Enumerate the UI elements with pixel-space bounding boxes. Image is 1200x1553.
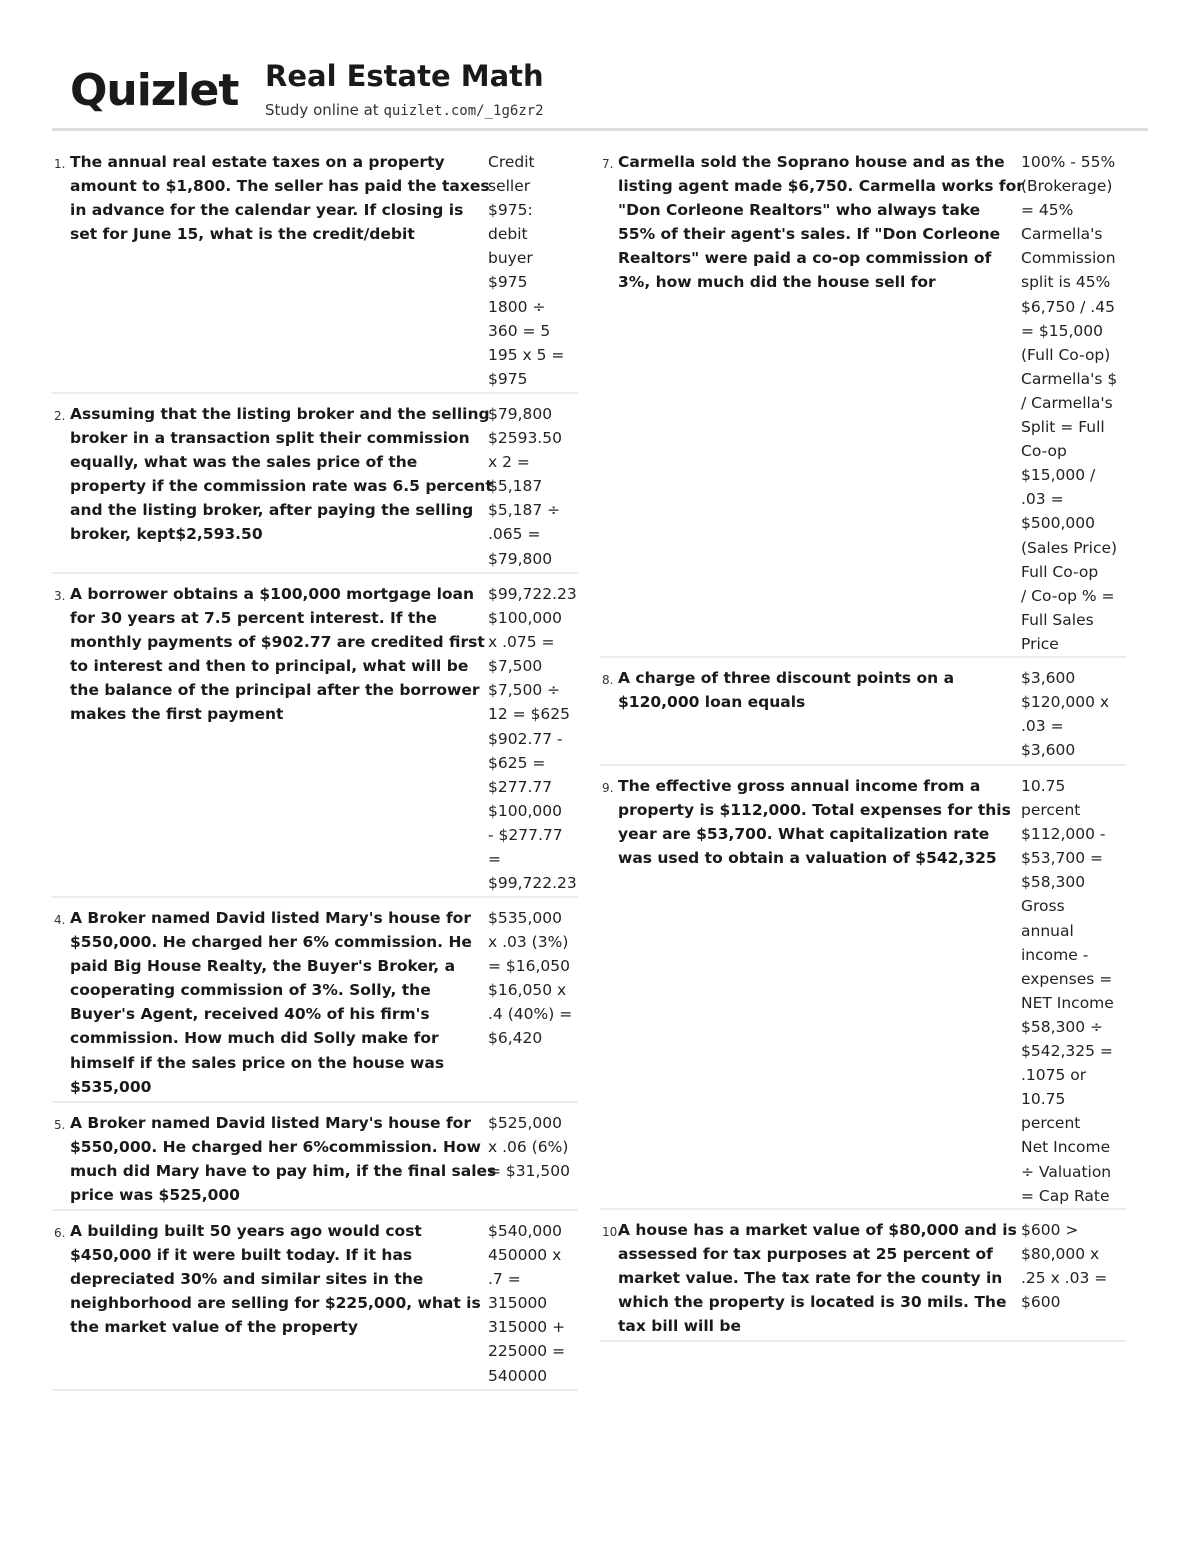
text-line: "Don Corleone Realtors" who always take <box>618 201 981 220</box>
study-prefix: Study online at <box>265 101 384 119</box>
text-line: 55% of their agent's sales. If "Don Corleone <box>618 225 1001 244</box>
text-line: price was $525,000 <box>70 1186 240 1205</box>
card-question <box>618 774 1011 870</box>
card-number: 7. <box>602 157 614 171</box>
text-line: $99,722.23 <box>488 874 577 893</box>
text-line: for 30 years at 7.5 percent interest. If the <box>70 609 437 628</box>
text-line: .25 x .03 = <box>1021 1269 1108 1288</box>
text-line: $79,800 <box>488 549 553 568</box>
text-line: Full Sales <box>1021 610 1094 629</box>
text-line: was used to obtain a valuation of $542,325 <box>618 849 997 868</box>
text-line: debit <box>488 225 528 244</box>
text-line: / Co-op % = <box>1021 586 1115 605</box>
text-line: annual <box>1021 921 1074 940</box>
text-line: Commission <box>1021 249 1116 268</box>
text-line: percent <box>1021 1114 1081 1133</box>
text-line: $53,700 = <box>1021 849 1104 868</box>
text-line: Credit <box>488 153 535 171</box>
text-line: 360 = 5 <box>488 321 551 340</box>
text-line: Realtors" were paid a co-op commission of <box>618 249 992 268</box>
text-line: $500,000 <box>1021 514 1095 533</box>
text-line: $7,500 <box>488 657 543 676</box>
text-line: $80,000 x <box>1021 1245 1100 1264</box>
flashcard-1 <box>52 148 578 394</box>
text-line: $550,000. He charged her 6% commission. He <box>70 933 472 952</box>
text-line: $58,300 ÷ <box>1021 1017 1104 1036</box>
text-line: $120,000 loan equals <box>618 693 806 712</box>
card-number: 4. <box>54 913 66 927</box>
text-line: broker in a transaction split their commission <box>70 429 470 448</box>
text-line: A Broker named David listed Mary's house for <box>70 909 471 927</box>
text-line: $450,000 if it were built today. If it has <box>70 1246 413 1265</box>
text-line: / Carmella's <box>1021 393 1113 412</box>
flashcard-5 <box>52 1109 578 1211</box>
text-line: buyer <box>488 249 533 268</box>
flashcard-6 <box>52 1217 578 1391</box>
text-line: A building built 50 years ago would cost <box>70 1222 422 1240</box>
text-line: expenses = <box>1021 969 1113 988</box>
text-line: - $277.77 <box>488 825 563 844</box>
text-line: $100,000 <box>488 801 562 820</box>
text-line: in advance for the calendar year. If closing is <box>70 201 464 220</box>
flashcard-8 <box>600 664 1126 766</box>
text-line: $975 <box>488 369 528 388</box>
text-line: = $15,000 <box>1021 321 1104 340</box>
card-number: 9. <box>602 781 614 795</box>
text-line: $100,000 <box>488 609 562 628</box>
text-line: x .075 = <box>488 633 555 652</box>
text-line: himself if the sales price on the house was <box>70 1053 445 1072</box>
text-line: equally, what was the sales price of the <box>70 453 418 472</box>
card-answer <box>488 582 578 895</box>
text-line: 540000 <box>488 1366 548 1385</box>
text-line: .4 (40%) = <box>488 1005 573 1024</box>
text-line: (Sales Price) <box>1021 538 1118 557</box>
text-line: $15,000 / <box>1021 466 1096 485</box>
header-divider <box>52 128 1148 131</box>
card-question <box>618 150 1024 295</box>
page-header <box>52 56 1148 132</box>
text-line: = $31,500 <box>488 1162 571 1181</box>
text-line: Carmella sold the Soprano house and as the <box>618 153 1005 171</box>
right-column <box>600 148 1126 1348</box>
text-line: Split = Full <box>1021 418 1105 437</box>
text-line: NET Income <box>1021 993 1114 1012</box>
text-line: The annual real estate taxes on a property <box>70 153 445 171</box>
text-line: = 45% <box>1021 201 1074 220</box>
text-line: 12 = $625 <box>488 705 571 724</box>
text-line: $5,187 ÷ <box>488 501 561 520</box>
text-line: 100% - 55% <box>1021 153 1116 171</box>
text-line: $6,750 / .45 <box>1021 297 1115 316</box>
text-line: year are $53,700. What capitalization rate <box>618 825 990 844</box>
text-line: Assuming that the listing broker and the selling <box>70 405 490 423</box>
text-line: market value. The tax rate for the county in <box>618 1269 1003 1288</box>
card-question <box>70 1219 481 1339</box>
flashcard-4 <box>52 904 578 1103</box>
card-number: 3. <box>54 589 66 603</box>
text-line: 315000 + <box>488 1318 566 1337</box>
card-question <box>618 666 1003 714</box>
text-line: $600 > <box>1021 1221 1079 1239</box>
card-number: 6. <box>54 1226 66 1240</box>
text-line: $902.77 - <box>488 729 563 748</box>
card-question <box>70 402 493 547</box>
text-line: $535,000 <box>70 1077 152 1096</box>
text-line: $99,722.23 <box>488 585 577 603</box>
text-line: income - <box>1021 945 1089 964</box>
card-answer <box>488 906 578 1051</box>
text-line: to interest and then to principal, what will be <box>70 657 469 676</box>
card-number: 2. <box>54 409 66 423</box>
text-line: 195 x 5 = <box>488 345 565 364</box>
text-line: depreciated 30% and similar sites in the <box>70 1270 424 1289</box>
text-line: $540,000 <box>488 1222 562 1240</box>
text-line: $3,600 <box>1021 741 1076 760</box>
text-line: = Cap Rate <box>1021 1186 1110 1205</box>
text-line: $975: <box>488 201 533 220</box>
text-line: .03 = <box>1021 717 1064 736</box>
text-line: seller <box>488 177 531 196</box>
card-answer <box>1021 666 1126 762</box>
text-line: cooperating commission of 3%. Solly, the <box>70 981 431 1000</box>
text-line: $550,000. He charged her 6%commission. How <box>70 1138 481 1157</box>
card-number: 8. <box>602 673 614 687</box>
text-line: $16,050 x <box>488 981 567 1000</box>
text-line: Gross <box>1021 897 1065 916</box>
text-line: 225000 = <box>488 1342 566 1361</box>
card-answer <box>1021 774 1126 1208</box>
text-line: the market value of the property <box>70 1318 358 1337</box>
flashcard-10 <box>600 1216 1126 1342</box>
text-line: $2593.50 <box>488 429 562 448</box>
text-line: property if the commission rate was 6.5 percent <box>70 477 493 496</box>
text-line: x 2 = <box>488 453 530 472</box>
card-answer <box>488 1111 578 1183</box>
card-question <box>70 150 490 246</box>
card-number: 5. <box>54 1118 66 1132</box>
text-line: .7 = <box>488 1270 521 1289</box>
text-line: 315000 <box>488 1294 548 1313</box>
text-line: $6,420 <box>488 1029 543 1048</box>
text-line: $600 <box>1021 1293 1061 1312</box>
text-line: $625 = <box>488 753 546 772</box>
card-answer <box>488 150 578 391</box>
text-line: $3,600 <box>1021 669 1076 687</box>
text-line: makes the first payment <box>70 705 284 724</box>
text-line: The effective gross annual income from a <box>618 777 981 795</box>
text-line: Net Income <box>1021 1138 1111 1157</box>
card-question <box>618 1218 1017 1338</box>
flashcard-2 <box>52 400 578 574</box>
card-answer <box>1021 1218 1126 1314</box>
left-column <box>52 148 578 1397</box>
text-line: $975 <box>488 273 528 292</box>
text-line: commission. How much did Solly make for <box>70 1029 439 1048</box>
text-line: A charge of three discount points on a <box>618 669 955 687</box>
text-line: (Brokerage) <box>1021 177 1113 196</box>
card-number: 1. <box>54 157 66 171</box>
text-line: A Broker named David listed Mary's house for <box>70 1114 471 1132</box>
text-line: $277.77 <box>488 777 553 796</box>
quizlet-logo: Quizlet <box>70 65 239 116</box>
text-line: $112,000 - <box>1021 825 1106 844</box>
text-line: Buyer's Agent, received 40% of his firm's <box>70 1005 430 1024</box>
text-line: (Full Co-op) <box>1021 345 1111 364</box>
text-line: tax bill will be <box>618 1317 741 1336</box>
text-line: x .03 (3%) <box>488 933 569 952</box>
text-line: $525,000 <box>488 1114 562 1132</box>
text-line: $7,500 ÷ <box>488 681 561 700</box>
text-line: $542,325 = <box>1021 1042 1113 1061</box>
card-question <box>70 906 470 1099</box>
text-line: A house has a market value of $80,000 and is <box>618 1221 1017 1239</box>
text-line: and the listing broker, after paying the selling <box>70 501 474 520</box>
text-line: Full Co-op <box>1021 562 1099 581</box>
card-answer <box>1021 150 1126 656</box>
text-line: 10.75 <box>1021 1090 1066 1109</box>
flashcard-7 <box>600 148 1126 658</box>
text-line: split is 45% <box>1021 273 1111 292</box>
text-line: .03 = <box>1021 490 1064 509</box>
text-line: 1800 ÷ <box>488 297 546 316</box>
text-line: $58,300 <box>1021 873 1086 892</box>
text-line: .065 = <box>488 525 541 544</box>
study-online-line <box>265 100 544 121</box>
text-line: percent <box>1021 801 1081 820</box>
text-line: paid Big House Realty, the Buyer's Broker, a <box>70 957 456 976</box>
page-title: Real Estate Math <box>265 59 544 93</box>
text-line: set for June 15, what is the credit/debit <box>70 225 415 244</box>
flashcard-9 <box>600 772 1126 1210</box>
text-line: Co-op <box>1021 442 1067 461</box>
text-line: amount to $1,800. The seller has paid the taxes <box>70 177 490 196</box>
text-line: = $16,050 <box>488 957 571 976</box>
text-line: Carmella's $ <box>1021 369 1118 388</box>
text-line: $120,000 x <box>1021 693 1110 712</box>
text-line: the balance of the principal after the borrower <box>70 681 480 700</box>
card-answer <box>488 1219 578 1388</box>
text-line: $79,800 <box>488 405 553 423</box>
text-line: Price <box>1021 634 1059 653</box>
text-line: 450000 x <box>488 1246 562 1265</box>
card-question <box>70 1111 497 1207</box>
text-line: assessed for tax purposes at 25 percent of <box>618 1245 993 1264</box>
text-line: neighborhood are selling for $225,000, what is <box>70 1294 481 1313</box>
text-line: 10.75 <box>1021 777 1066 795</box>
text-line: broker, kept$2,593.50 <box>70 525 263 544</box>
text-line: which the property is located is 30 mils. The <box>618 1293 1007 1312</box>
text-line: A borrower obtains a $100,000 mortgage loan <box>70 585 475 603</box>
card-question <box>70 582 485 727</box>
study-url-link[interactable]: quizlet.com/_1g6zr2 <box>383 103 544 119</box>
card-answer <box>488 402 578 571</box>
card-number: 10. <box>602 1225 622 1239</box>
text-line: $535,000 <box>488 909 562 927</box>
text-line: $5,187 <box>488 477 543 496</box>
text-line: ÷ Valuation <box>1021 1162 1112 1181</box>
text-line: 3%, how much did the house sell for <box>618 273 936 292</box>
text-line: much did Mary have to pay him, if the final sales <box>70 1162 497 1181</box>
text-line: listing agent made $6,750. Carmella works for <box>618 177 1024 196</box>
text-line: property is $112,000. Total expenses for this <box>618 801 1011 820</box>
text-line: x .06 (6%) <box>488 1138 569 1157</box>
text-line: .1075 or <box>1021 1066 1087 1085</box>
flashcard-3 <box>52 580 578 898</box>
text-line: Carmella's <box>1021 225 1103 244</box>
text-line: monthly payments of $902.77 are credited first <box>70 633 485 652</box>
text-line: = <box>488 850 501 869</box>
